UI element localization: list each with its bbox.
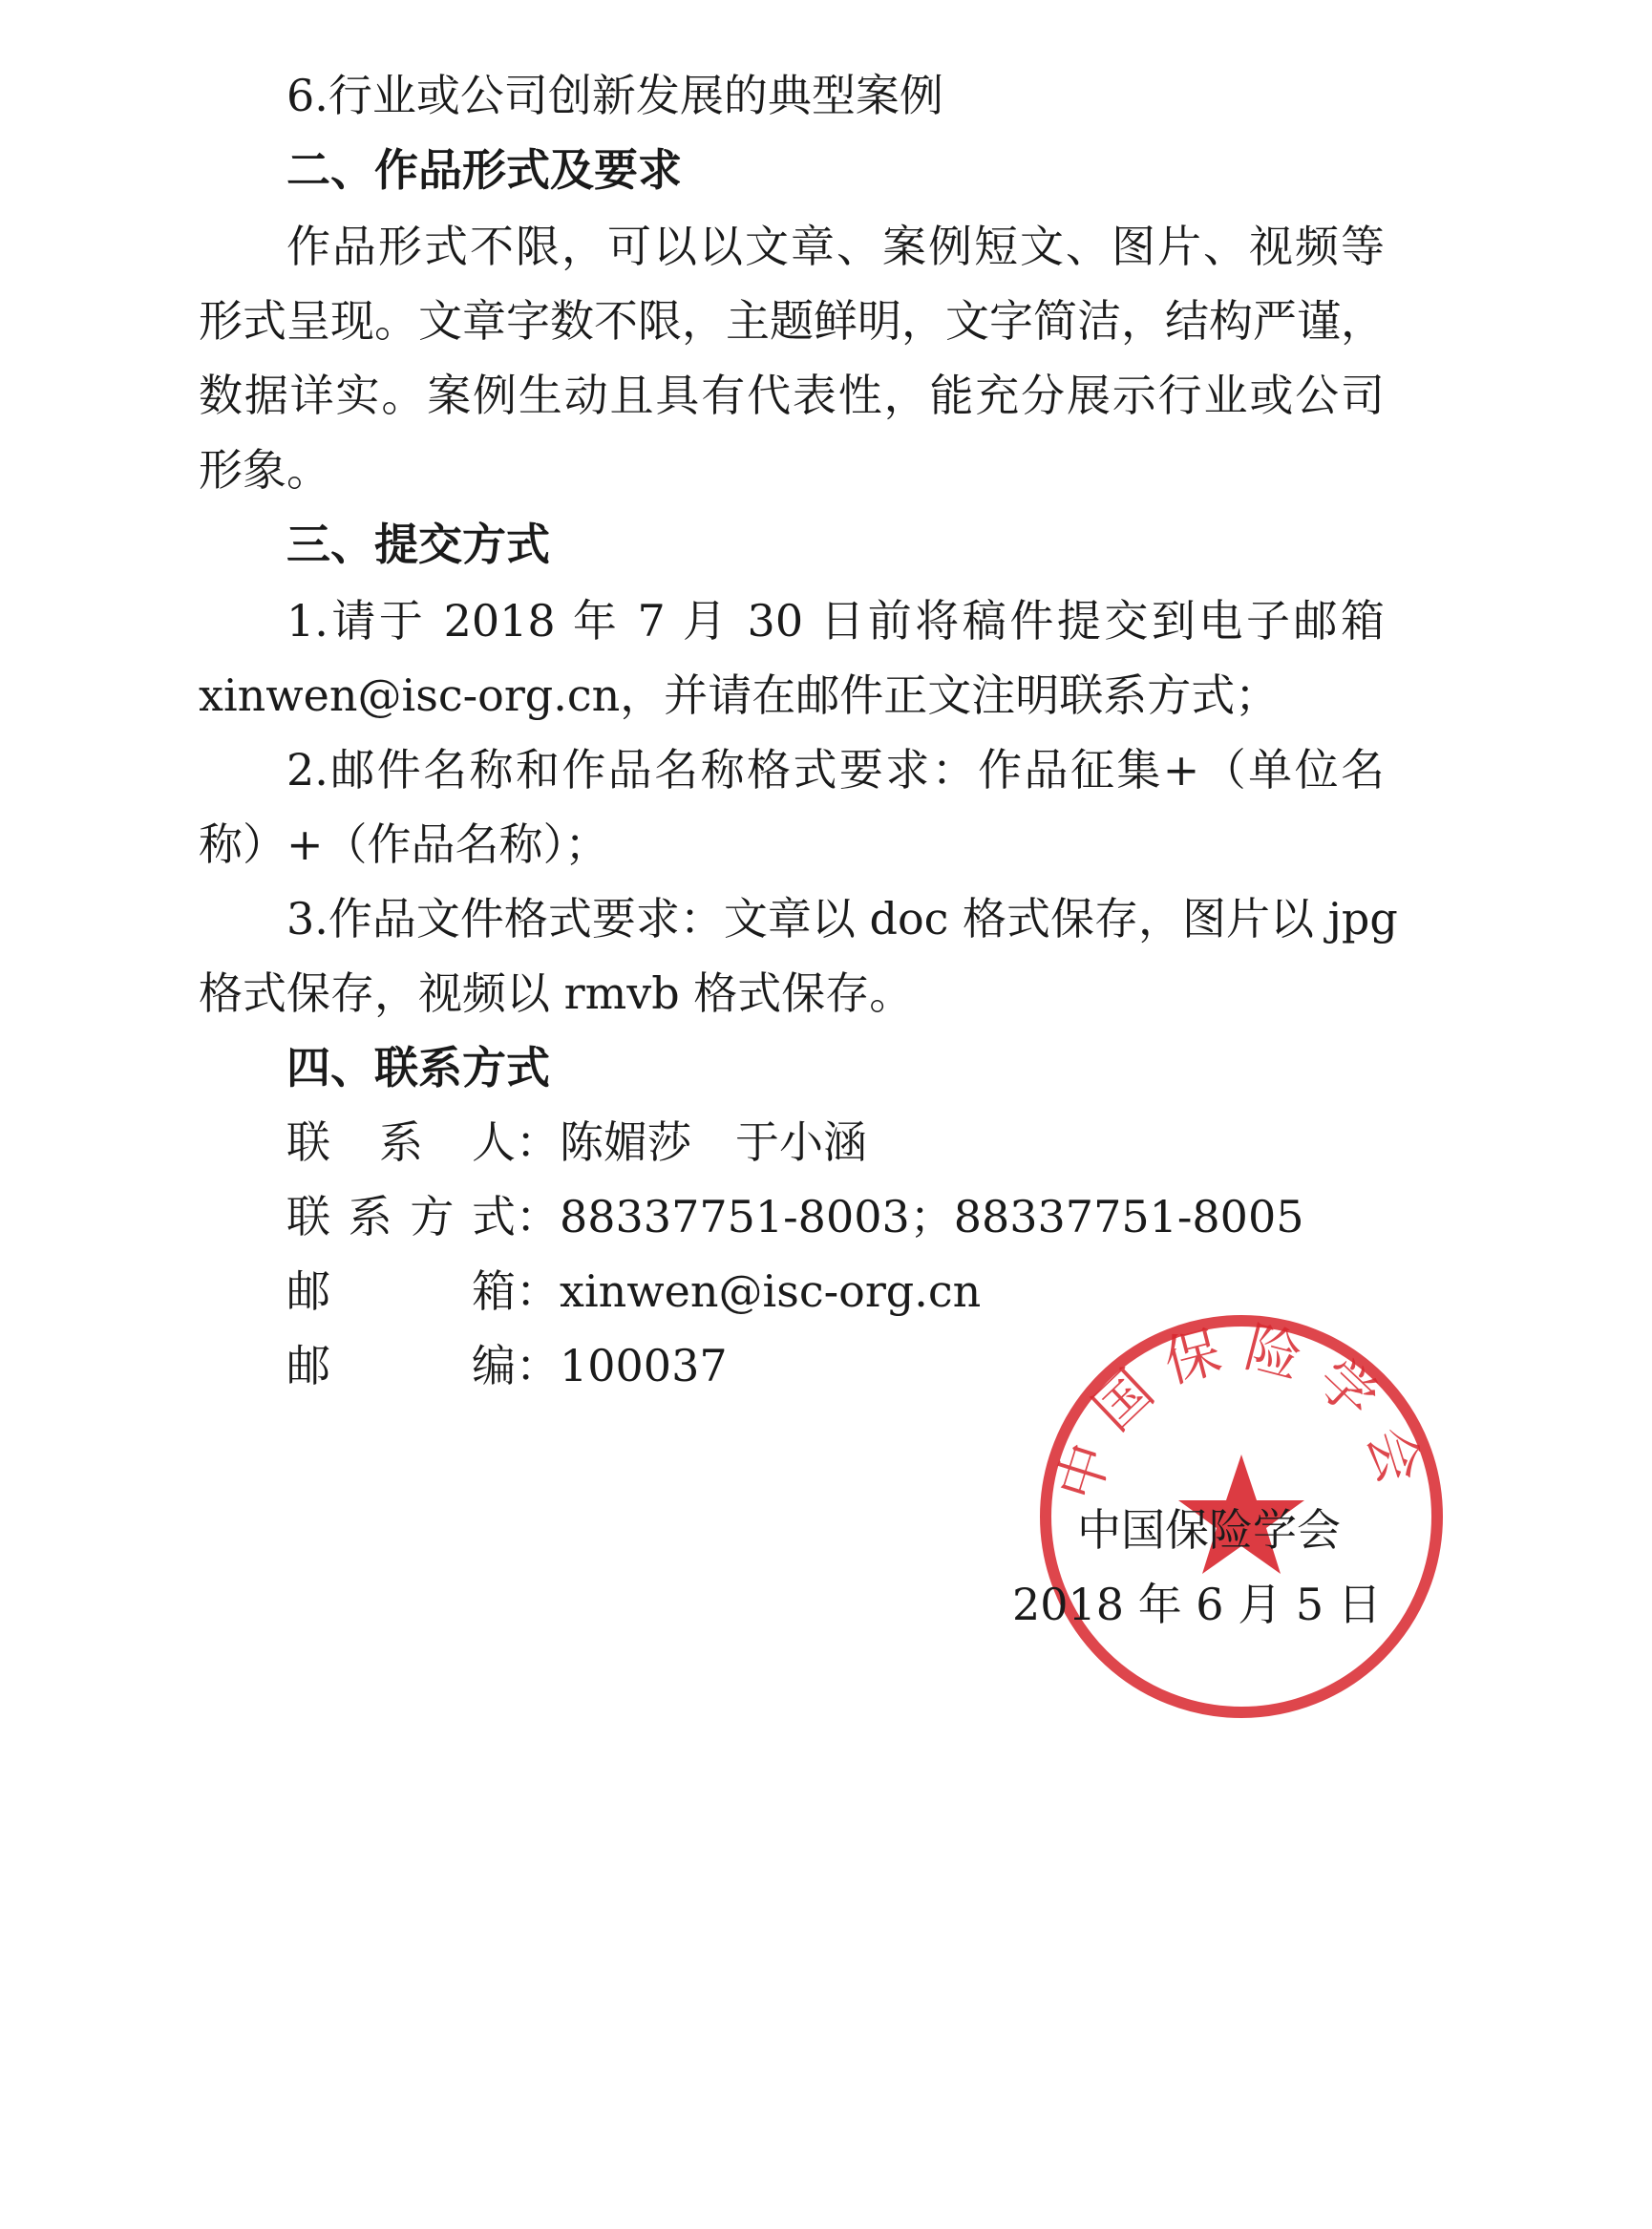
contact-separator: ： bbox=[516, 1265, 560, 1317]
seal-text: 中国保险学会 bbox=[1044, 1314, 1439, 1508]
section-3-item-3-line-2: 格式保存，视频以 rmvb 格式保存。 bbox=[199, 967, 914, 1019]
section-2-heading: 二、作品形式及要求 bbox=[286, 144, 682, 196]
section-4-heading: 四、联系方式 bbox=[286, 1042, 550, 1093]
section-2-para-line: 作品形式不限，可以以文章、案例短文、图片、视频等 bbox=[286, 221, 1385, 272]
section-3-item-2-line-2: 称）+（作品名称）； bbox=[199, 818, 609, 870]
contact-separator: ： bbox=[516, 1191, 560, 1242]
section-3-item-1-line-2: xinwen@isc-org.cn，并请在邮件正文注明联系方式； bbox=[199, 669, 1280, 721]
section-3-heading: 三、提交方式 bbox=[286, 519, 550, 570]
contact-value: 陈媚莎 于小涵 bbox=[560, 1116, 867, 1168]
section-3-item-1-line-1: 1.请于 2018 年 7 月 30 日前将稿件提交到电子邮箱 bbox=[286, 595, 1385, 647]
contact-label: 联系人 bbox=[286, 1116, 516, 1168]
section-2-para-line: 数据详实。案例生动且具有代表性，能充分展示行业或公司 bbox=[199, 370, 1385, 421]
contact-label: 邮箱 bbox=[286, 1265, 516, 1317]
section-2-para-line: 形象。 bbox=[199, 444, 330, 496]
contact-value: xinwen@isc-org.cn bbox=[560, 1265, 982, 1317]
section-3-item-3-line-1: 3.作品文件格式要求：文章以 doc 格式保存，图片以 jpg bbox=[286, 893, 1398, 945]
contact-phone-row bbox=[286, 1188, 1303, 1245]
signature-date: 2018 年 6 月 5 日 bbox=[1012, 1579, 1382, 1630]
section-3-item-2-line-1: 2.邮件名称和作品名称格式要求：作品征集+（单位名 bbox=[286, 744, 1385, 796]
list-item-6: 6.行业或公司创新发展的典型案例 bbox=[286, 70, 943, 121]
contact-label: 联系方式 bbox=[286, 1191, 516, 1242]
contact-email-row bbox=[286, 1263, 981, 1320]
signature-organization: 中国保险学会 bbox=[1077, 1504, 1341, 1556]
contact-label: 邮编 bbox=[286, 1340, 516, 1391]
contact-person-row bbox=[286, 1114, 867, 1171]
contact-separator: ： bbox=[516, 1116, 560, 1168]
section-2-para-line: 形式呈现。文章字数不限，主题鲜明，文字简洁，结构严谨， bbox=[199, 295, 1385, 347]
contact-value: 88337751-8003；88337751-8005 bbox=[560, 1191, 1304, 1242]
contact-separator: ： bbox=[516, 1340, 560, 1391]
contact-value: 100037 bbox=[560, 1340, 728, 1391]
contact-postcode-row bbox=[286, 1337, 728, 1394]
